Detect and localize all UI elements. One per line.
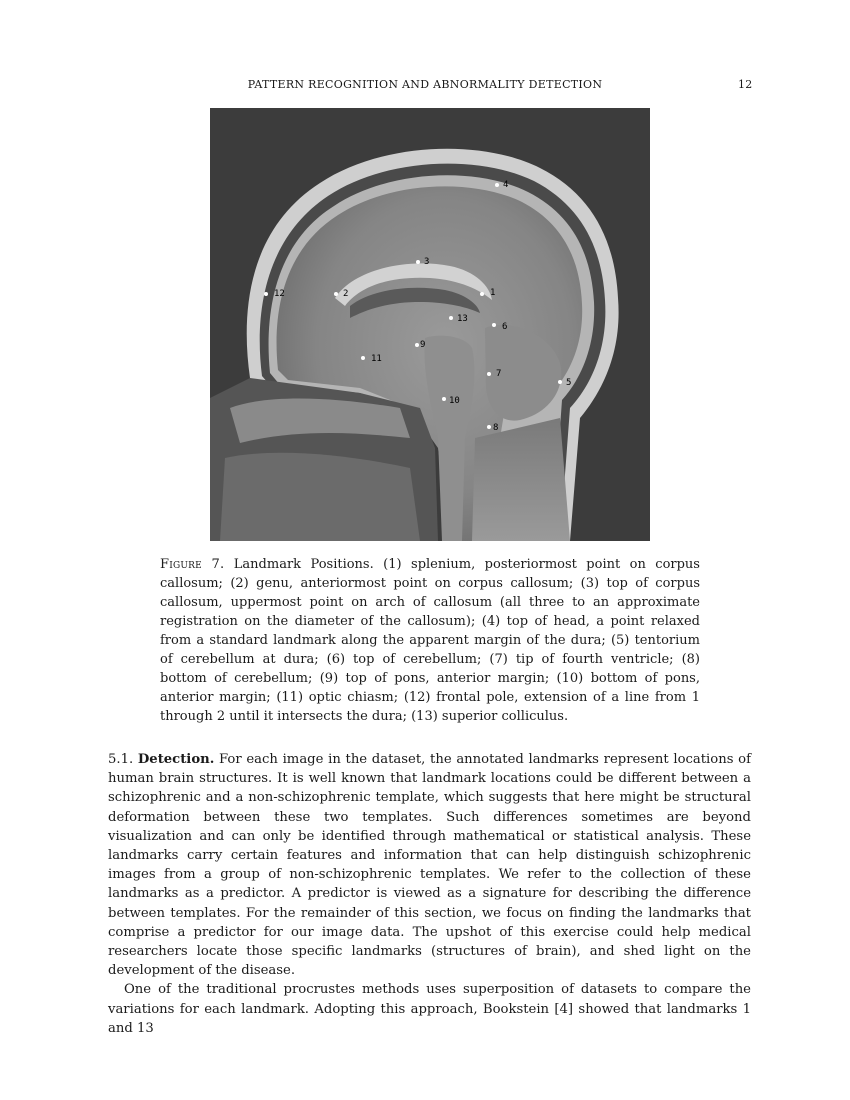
landmark-point-7 (487, 372, 491, 376)
landmark-point-8 (487, 425, 491, 429)
landmark-label-1: 1 (490, 288, 496, 298)
landmark-point-1 (480, 292, 484, 296)
page-number: 12 (738, 78, 753, 91)
paragraph-2: One of the traditional procrustes methods uses superposition of datasets to compare the variations for each landmark. Adopting this approach, Bookstein [4] showed that landmarks 1 and 13 (108, 982, 751, 1036)
landmark-point-2 (334, 292, 338, 296)
landmark-point-10 (442, 397, 446, 401)
paragraph-1 (108, 750, 751, 980)
landmark-point-13 (449, 316, 453, 320)
section-body (108, 750, 751, 1038)
neck-tissue (472, 418, 570, 541)
landmark-label-12: 12 (274, 289, 285, 299)
landmark-point-9 (415, 343, 419, 347)
paragraph-1-text: For each image in the dataset, the annotated landmarks represent locations of human brain structures. It is well known that landmark locations could be different between a schizophrenic and a non-schizophrenic template, which suggests that here might be structural deformation between these two templates. Such differences sometimes are beyond visualization and can only be identified through mathematical or statistical analysis. These landmarks carry certain features and information that can help distinguish schizophrenic images from a group of non-schizophrenic templates. We refer to the collection of these landmarks as a predictor. A predictor is viewed as a signature for describing the difference between templates. For the remainder of this section, we focus on finding the landmarks that comprise a predictor for our image data. The upshot of this exercise could help medical researchers locate those specific landmarks (structures of brain), and shed light on the development of the disease. (108, 752, 751, 979)
landmark-point-5 (558, 380, 562, 384)
landmark-label-11: 11 (371, 354, 382, 364)
landmark-label-3: 3 (424, 257, 430, 267)
oral-region (220, 453, 420, 541)
running-title: PATTERN RECOGNITION AND ABNORMALITY DETECTION (247, 78, 603, 91)
figure-label: Figure 7. (160, 557, 225, 572)
landmark-point-3 (416, 260, 420, 264)
landmark-label-8: 8 (493, 423, 499, 433)
landmark-label-7: 7 (496, 369, 502, 379)
landmark-label-6: 6 (502, 322, 508, 332)
landmark-point-4 (495, 183, 499, 187)
mri-figure (210, 108, 650, 541)
landmark-label-10: 10 (449, 396, 460, 406)
landmark-label-13: 13 (457, 314, 468, 324)
landmark-label-2: 2 (343, 289, 349, 299)
landmark-label-4: 4 (503, 180, 509, 190)
section-title: Detection. (137, 752, 215, 767)
landmark-point-6 (492, 323, 496, 327)
figure-caption (160, 555, 700, 726)
figure-caption-text: Landmark Positions. (1) splenium, posteriormost point on corpus callosum; (2) genu, anteriormost point on corpus callosum; (3) top of corpus callosum, uppermost point on arch of callosum (all three to an approximate registration on the diameter of the callosum); (4) top of head, a point relaxed from a standard landmark along the apparent margin of the dura; (5) tentorium of cerebellum at dura; (6) top of cerebellum; (7) tip of fourth ventricle; (8) bottom of cerebellum; (9) top of pons, anterior margin; (10) bottom of pons, anterior margin; (11) optic chiasm; (12) frontal pole, extension of a line from 1 through 2 until it intersects the dura; (13) superior colliculus. (160, 557, 700, 724)
landmark-label-9: 9 (420, 340, 426, 350)
landmark-point-12 (264, 292, 268, 296)
mri-sagittal-image (210, 108, 650, 541)
landmark-label-5: 5 (566, 378, 572, 388)
landmark-point-11 (361, 356, 365, 360)
section-number: 5.1. (108, 752, 134, 767)
